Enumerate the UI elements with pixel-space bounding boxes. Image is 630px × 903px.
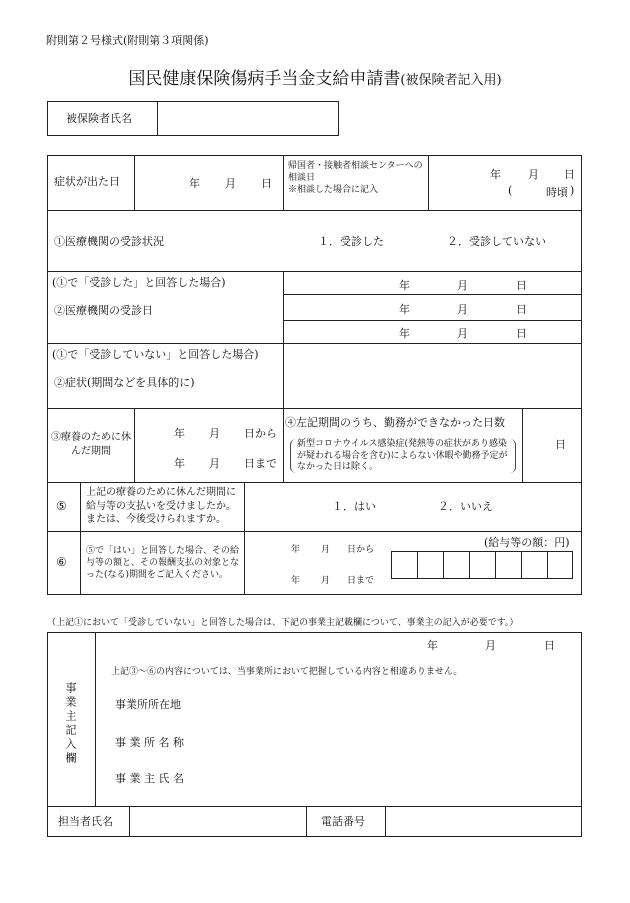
- q6-number: ⑥: [56, 555, 67, 569]
- insured-name-field[interactable]: [158, 102, 338, 135]
- q2b-condition: (①で「受診していない」と回答した場合): [52, 348, 259, 361]
- q1-label: ①医療機関の受診状況: [54, 235, 164, 248]
- visit-date-2[interactable]: 年 月 日: [399, 303, 527, 316]
- phone-field[interactable]: [386, 807, 581, 836]
- employer-statement: 上記③〜⑥の内容については、当事業所において把握している内容と相違ありません。: [111, 667, 463, 677]
- consult-date[interactable]: 年 月 日: [490, 168, 575, 181]
- q4-days-unit: 日: [555, 438, 566, 451]
- q5-number: ⑤: [56, 499, 67, 513]
- form-number: 附則第２号様式(附則第３項関係): [46, 34, 209, 47]
- owner-name-field[interactable]: [200, 766, 575, 790]
- office-name-field[interactable]: [200, 730, 575, 754]
- title-sub: (被保険者記入用): [400, 73, 502, 88]
- q2-label: ②医療機関の受診日: [54, 304, 153, 317]
- symptom-label: 症状が出た日: [54, 175, 120, 188]
- rest-period-until[interactable]: 年 月 日 まで: [174, 457, 277, 470]
- visit-date-3[interactable]: 年 月 日: [399, 327, 527, 340]
- consult-date-label: 帰国者・接触者相談センターへの相談日 ※相談した場合に記入: [288, 161, 423, 196]
- amount-label: (給与等の額：円): [484, 536, 570, 549]
- pay-period-until[interactable]: 年 月 日 まで: [291, 576, 375, 586]
- page-title: [0, 64, 630, 89]
- title-main: 国民健康保険傷病手当金支給申請書: [128, 69, 401, 89]
- q3-label: ③療養のために休んだ期間: [51, 432, 131, 457]
- q6-text: ⑤で「はい」と回答した場合、その給与等の額と、その報酬支払の対象となった(なる)期間をご記入ください。: [86, 546, 240, 581]
- insured-name-label: 被保険者氏名: [66, 112, 132, 125]
- q1-option-not-visited[interactable]: ２．受診していない: [447, 235, 546, 248]
- pay-period-from[interactable]: 年 月 日 から: [291, 545, 375, 555]
- phone-label: 電話番号: [321, 815, 365, 828]
- office-address-field[interactable]: [200, 692, 575, 716]
- employer-note: （上記①において「受診していない」と回答した場合は、下記の事業主記載欄について、事業主の記入が必要です。）: [47, 618, 519, 628]
- q2b-label: ②症状(期間などを具体的に): [54, 376, 195, 389]
- rest-period-from[interactable]: 年 月 日 から: [174, 427, 277, 440]
- owner-name-label: 事 業 主 氏 名: [115, 772, 184, 785]
- employer-date[interactable]: 年 月 日: [427, 639, 555, 652]
- q5-option-yes[interactable]: １．はい: [332, 500, 376, 513]
- person-in-charge-field[interactable]: [130, 807, 305, 836]
- q4-note: 新型コロナウイルス感染症(発熱等の症状があり感染が疑われる場合を含む)によらない休暇や勤務予定がなかった日は除く。: [290, 439, 516, 473]
- consult-time[interactable]: ( 時頃 ): [508, 184, 575, 199]
- q2-condition: (①で「受診した」と回答した場合): [52, 276, 226, 289]
- q5-text: 上記の療養のために休んだ期間に給与等の支払いを受けましたか。または、今後受けられますか。: [86, 487, 236, 525]
- symptom-date[interactable]: 年 月 日: [189, 177, 272, 190]
- employer-side-label: 事業主記入欄: [64, 682, 77, 766]
- symptom-description-field[interactable]: [284, 344, 581, 407]
- person-in-charge-label: 担当者氏名: [58, 815, 113, 828]
- office-address-label: 事業所所在地: [115, 698, 181, 711]
- q4-label-text: ④左記期間のうち、勤務ができなかった日数: [285, 416, 505, 429]
- visit-date-1[interactable]: 年 月 日: [399, 279, 527, 292]
- q1-option-visited[interactable]: １．受診した: [318, 235, 384, 248]
- q5-option-no[interactable]: ２．いいえ: [438, 500, 493, 513]
- amount-field[interactable]: [391, 551, 573, 579]
- office-name-label: 事 業 所 名 称: [115, 736, 184, 749]
